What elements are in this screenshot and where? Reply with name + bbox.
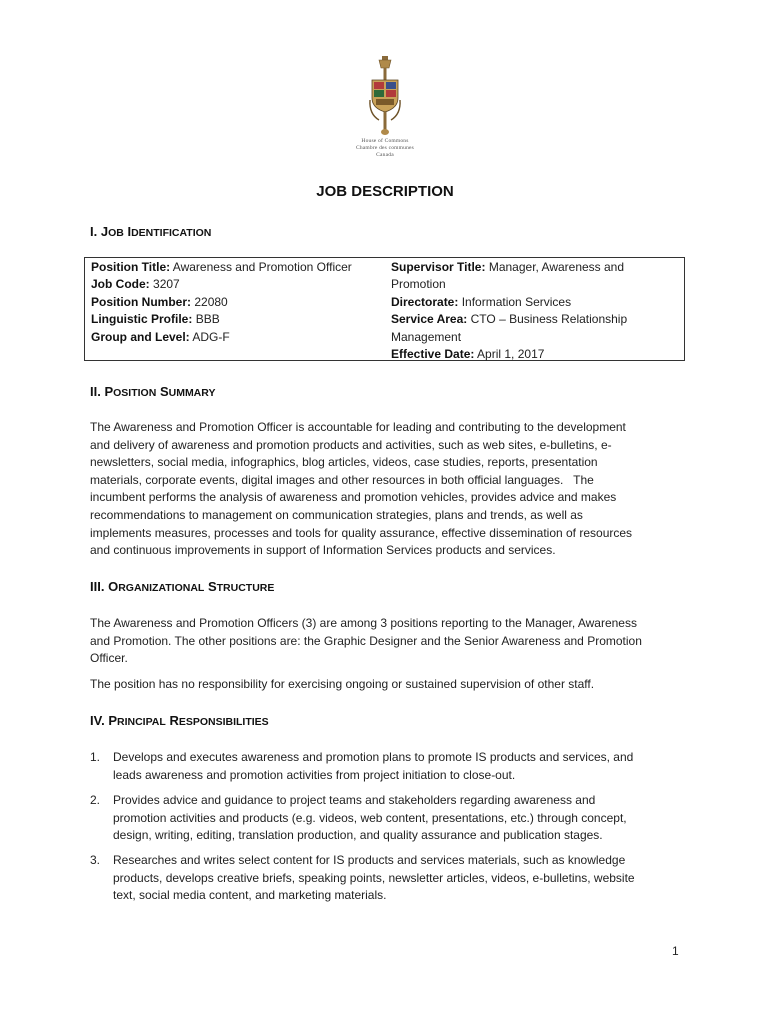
section-number: I.: [90, 224, 98, 239]
heading-rest: TRUCTURE: [216, 582, 275, 594]
text-line: design, writing, editing, translation production, and quality assurance and publication stages.: [113, 828, 603, 843]
item-number: 3.: [90, 853, 101, 867]
crest-line: House of Commons: [361, 138, 409, 144]
organizational-structure-paragraph: [90, 615, 680, 668]
text-line: implements measures, processes and tools for quality assurance, effective dissemination of resources: [90, 525, 633, 540]
heading-rest: DENTIFICATION: [131, 227, 212, 239]
heading-initial: O: [108, 579, 119, 594]
text-line: text, social media content, and marketing materials.: [113, 888, 387, 903]
section-number: II.: [90, 384, 101, 399]
heading-rest: ESPONSIBILITIES: [178, 716, 269, 728]
text-line: products, develops creative briefs, speaking points, newsletter articles, videos, e-bulletins, website: [113, 870, 635, 885]
identification-left-column: [91, 259, 381, 346]
house-of-commons-crest: [347, 54, 423, 162]
heading-rest: OB: [108, 227, 124, 239]
heading-rest: UMMARY: [168, 387, 216, 399]
text-line: incumbent performs the analysis of awareness and promotion vehicles, provides advice and makes: [90, 490, 617, 505]
text-line: leads awareness and promotion activities from project initiation to close-out.: [113, 767, 516, 782]
heading-rest: RINCIPAL: [117, 716, 166, 728]
supervision-paragraph: The position has no responsibility for exercising ongoing or sustained supervision of other staff.: [90, 677, 595, 691]
section-heading-principal-responsibilities: [90, 713, 269, 728]
heading-initial: R: [169, 713, 179, 728]
section-heading-organizational-structure: [90, 579, 274, 594]
text-line: recommendations to management on communication strategies, plans and trends, as well as: [90, 507, 583, 522]
item-number: 1.: [90, 750, 101, 764]
document-title: JOB DESCRIPTION: [316, 183, 454, 200]
field-service-area: Service Area: CTO – Business Relationship: [391, 312, 628, 327]
heading-initial: S: [159, 384, 169, 399]
position-summary-paragraph: [90, 419, 680, 560]
heading-initial: S: [207, 579, 217, 594]
field-position-number: Position Number: 22080: [91, 294, 228, 309]
field-service-area-cont: Management: [391, 329, 462, 344]
heading-initial: P: [108, 713, 117, 728]
text-line: Develops and executes awareness and promotion plans to promote IS products and services, and: [113, 750, 634, 764]
text-line: and Promotion. The other positions are: the Graphic Designer and the Senior Awareness and Promotion: [90, 633, 642, 648]
field-position-title: Position Title: Awareness and Promotion Officer: [91, 260, 352, 274]
job-identification-table: [84, 257, 685, 361]
section-heading-position-summary: [90, 384, 215, 399]
heading-rest: OSITION: [113, 387, 157, 399]
text-line: Researches and writes select content for IS products and services materials, such as knowledge: [113, 853, 626, 867]
text-line: Officer.: [90, 651, 128, 666]
field-supervisor-title-cont: Promotion: [391, 277, 446, 292]
section-number: IV.: [90, 713, 105, 728]
section-heading-job-identification: [90, 224, 211, 239]
text-line: and delivery of awareness and promotion products and activities, such as web sites, e-bulletins, e-: [90, 437, 612, 452]
text-line: promotion activities and products (e.g. videos, web content, presentations, etc.) through concept,: [113, 810, 627, 825]
heading-initial: I: [127, 224, 132, 239]
field-job-code: Job Code: 3207: [91, 277, 180, 292]
text-line: materials, corporate events, digital images and other resources in both official languages. The: [90, 472, 594, 487]
crest-line: Chambre des communes: [355, 145, 415, 151]
text-line: The Awareness and Promotion Officers (3) are among 3 positions reporting to the Manager, Awareness: [90, 616, 637, 630]
mace-crest-icon: [365, 54, 405, 138]
page-number: 1: [672, 944, 679, 958]
heading-initial: P: [104, 384, 114, 399]
field-supervisor-title: Supervisor Title: Manager, Awareness and: [391, 260, 625, 274]
section-number: III.: [90, 579, 105, 594]
text-line: newsletters, social media, infographics, blog articles, videos, case studies, reports, presentation: [90, 455, 598, 470]
crest-caption: [347, 138, 423, 159]
text-line: The Awareness and Promotion Officer is accountable for leading and contributing to the development: [90, 420, 626, 434]
heading-rest: RGANIZATIONAL: [118, 582, 205, 594]
field-linguistic-profile: Linguistic Profile: BBB: [91, 312, 220, 327]
heading-initial: J: [100, 224, 109, 239]
text-line: and continuous improvements in support of Information Services products and services.: [90, 543, 556, 558]
identification-right-column: [391, 259, 651, 363]
field-effective-date: Effective Date: April 1, 2017: [391, 347, 545, 362]
item-number: 2.: [90, 793, 101, 807]
text-line: Provides advice and guidance to project teams and stakeholders regarding awareness and: [113, 793, 596, 807]
field-directorate: Directorate: Information Services: [391, 294, 572, 309]
crest-line: Canada: [376, 152, 394, 158]
field-group-and-level: Group and Level: ADG-F: [91, 329, 230, 344]
